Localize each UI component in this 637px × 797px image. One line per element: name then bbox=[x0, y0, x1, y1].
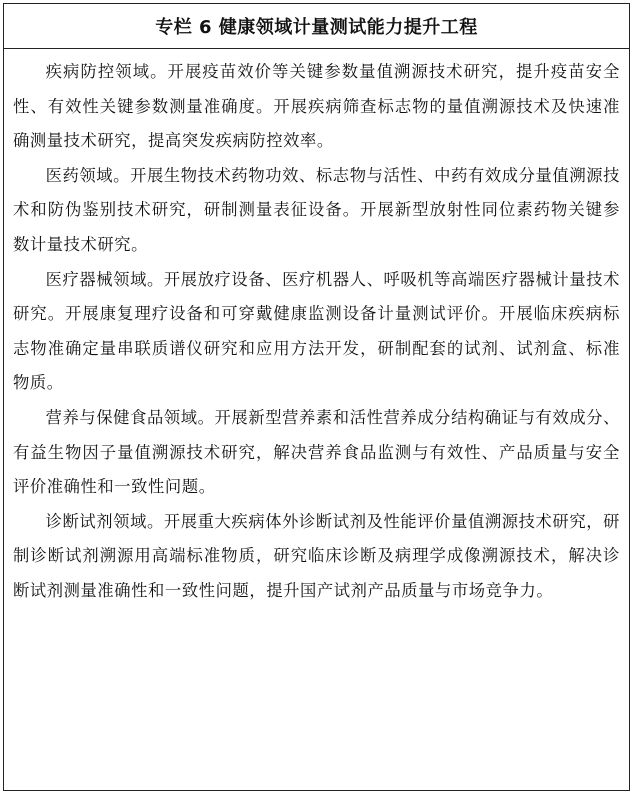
column-box bbox=[3, 3, 630, 791]
paragraph-diagnostic-reagents: 诊断试剂领域。开展重大疾病体外诊断试剂及性能评价量值溯源技术研究，研制诊断试剂溯源用高端标准物质，研究临床诊断及病理学成像溯源技术，解决诊断试剂测量准确性和一致性问题，提升国产试剂产品质量与市场竞争力。 bbox=[13, 511, 620, 600]
paragraph-medical-devices: 医疗器械领域。开展放疗设备、医疗机器人、呼吸机等高端医疗器械计量技术研究。开展康复理疗设备和可穿戴健康监测设备计量测试评价。开展临床疾病标志物准确定量串联质谱仪研究和应用方法开发，研制配套的试剂、试剂盒、标准物质。 bbox=[13, 269, 620, 393]
column-content bbox=[4, 49, 629, 609]
paragraph-medicine: 医药领域。开展生物技术药物功效、标志物与活性、中药有效成分量值溯源技术和防伪鉴别技术研究，研制测量表征设备。开展新型放射性同位素药物关键参数计量技术研究。 bbox=[13, 165, 620, 254]
column-title: 专栏 6 健康领域计量测试能力提升工程 bbox=[155, 17, 478, 38]
paragraph-nutrition-health-food: 营养与保健食品领域。开展新型营养素和活性营养成分结构确证与有效成分、有益生物因子量值溯源技术研究，解决营养食品监测与有效性、产品质量与安全评价准确性和一致性问题。 bbox=[13, 407, 620, 497]
title-row bbox=[4, 4, 629, 49]
paragraph-disease-control: 疾病防控领域。开展疫苗效价等关键参数量值溯源技术研究，提升疫苗安全性、有效性关键参数测量准确度。开展疾病筛查标志物的量值溯源技术及快速准确测量技术研究，提高突发疾病防控效率。 bbox=[13, 62, 620, 151]
